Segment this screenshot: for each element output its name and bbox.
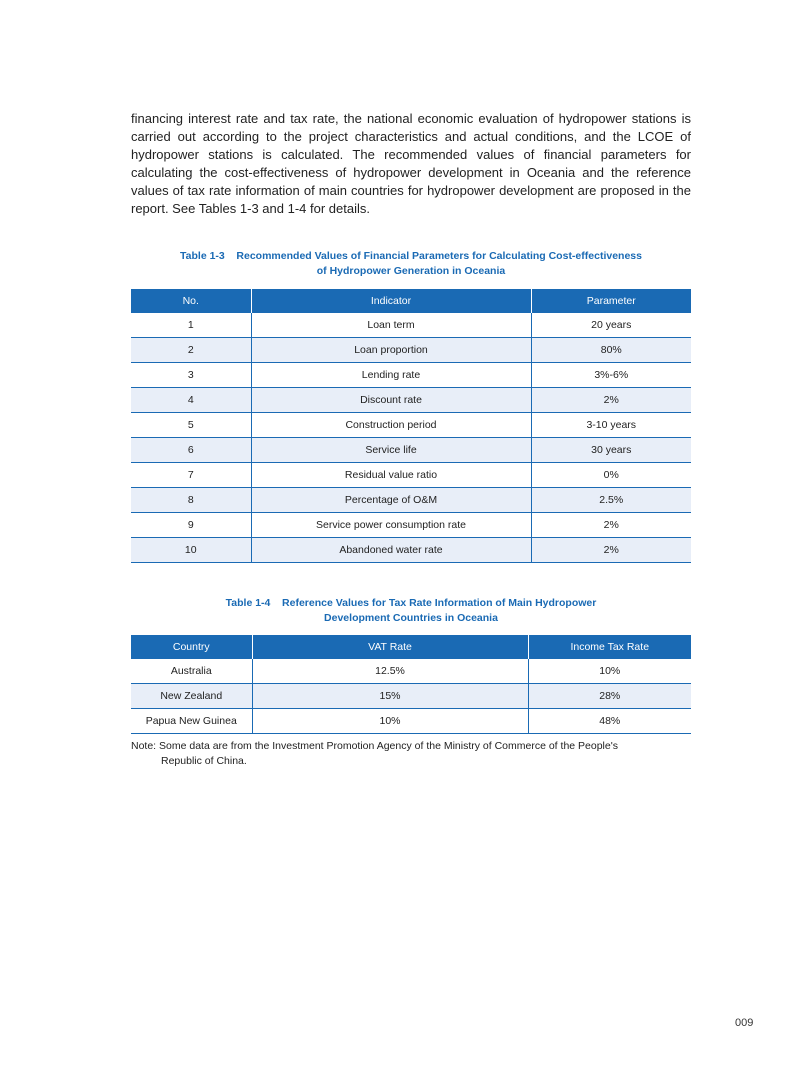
table-cell: 2% xyxy=(531,388,691,413)
table-cell: Service life xyxy=(251,438,531,463)
table-row xyxy=(131,413,691,438)
table-cell: 2% xyxy=(531,513,691,538)
table-row xyxy=(131,363,691,388)
caption-line: Development Countries in Oceania xyxy=(324,612,498,624)
column-header: VAT Rate xyxy=(252,635,528,659)
table-row xyxy=(131,388,691,413)
table-cell: 2.5% xyxy=(531,488,691,513)
table-cell: Discount rate xyxy=(251,388,531,413)
table-cell: Australia xyxy=(131,659,252,684)
table-cell: 5 xyxy=(131,413,251,438)
caption-line: Table 1-4 Reference Values for Tax Rate Information of Main Hydropower xyxy=(225,597,597,609)
table-cell: Lending rate xyxy=(251,363,531,388)
table-cell: 2% xyxy=(531,538,691,563)
table-row xyxy=(131,313,691,338)
table-cell: 15% xyxy=(252,684,528,709)
table-cell: 1 xyxy=(131,313,251,338)
table-row xyxy=(131,438,691,463)
column-header: Income Tax Rate xyxy=(528,635,691,659)
table-1-3-caption xyxy=(131,249,691,279)
column-header: Indicator xyxy=(251,289,531,313)
column-header: Country xyxy=(131,635,252,659)
table-row xyxy=(131,338,691,363)
note-line: Note: Some data are from the Investment Promotion Agency of the Ministry of Commerce of the People's xyxy=(131,740,618,752)
table-cell: 10 xyxy=(131,538,251,563)
table-cell: 28% xyxy=(528,684,691,709)
table-row xyxy=(131,659,691,684)
table-cell: 48% xyxy=(528,709,691,734)
caption-line: of Hydropower Generation in Oceania xyxy=(316,265,506,277)
table-note xyxy=(131,739,691,769)
table-cell: Abandoned water rate xyxy=(251,538,531,563)
table-row xyxy=(131,538,691,563)
table-row xyxy=(131,513,691,538)
table-cell: Loan proportion xyxy=(251,338,531,363)
table-cell: 2 xyxy=(131,338,251,363)
table-cell: 9 xyxy=(131,513,251,538)
table-cell: 20 years xyxy=(531,313,691,338)
table-cell: 7 xyxy=(131,463,251,488)
table-cell: 10% xyxy=(252,709,528,734)
table-1-4-caption xyxy=(131,596,691,626)
table-cell: Residual value ratio xyxy=(251,463,531,488)
table-cell: 3%-6% xyxy=(531,363,691,388)
tax-rate-table xyxy=(131,635,691,734)
page-number: 009 xyxy=(735,1017,754,1029)
table-cell: 3-10 years xyxy=(531,413,691,438)
table-cell: Papua New Guinea xyxy=(131,709,252,734)
table-cell: 8 xyxy=(131,488,251,513)
table-row xyxy=(131,709,691,734)
financial-parameters-table xyxy=(131,289,691,563)
table-cell: Loan term xyxy=(251,313,531,338)
table-cell: Construction period xyxy=(251,413,531,438)
note-line: Republic of China. xyxy=(161,755,247,767)
table-cell: 4 xyxy=(131,388,251,413)
table-cell: 0% xyxy=(531,463,691,488)
table-cell: New Zealand xyxy=(131,684,252,709)
table-row xyxy=(131,488,691,513)
table-header-row xyxy=(131,635,691,659)
table-cell: 6 xyxy=(131,438,251,463)
body-paragraph: financing interest rate and tax rate, the national economic evaluation of hydropower stations is carried out according to the project characteristics and actual conditions, and the LCOE of hydropower stations is calculated. The recommended values of financial parameters for calculating the cost-effectiveness of hydropower development in Oceania and the reference values of tax rate information of main countries for hydropower development are proposed in the report. See Tables 1-3 and 1-4 for details. xyxy=(131,111,691,216)
table-cell: 3 xyxy=(131,363,251,388)
table-cell: Percentage of O&M xyxy=(251,488,531,513)
column-header: No. xyxy=(131,289,251,313)
table-cell: 80% xyxy=(531,338,691,363)
table-cell: 10% xyxy=(528,659,691,684)
table-row xyxy=(131,684,691,709)
table-row xyxy=(131,463,691,488)
table-cell: Service power consumption rate xyxy=(251,513,531,538)
table-cell: 30 years xyxy=(531,438,691,463)
column-header: Parameter xyxy=(531,289,691,313)
table-header-row xyxy=(131,289,691,313)
table-cell: 12.5% xyxy=(252,659,528,684)
caption-line: Table 1-3 Recommended Values of Financial Parameters for Calculating Cost-effectiveness xyxy=(180,250,642,262)
